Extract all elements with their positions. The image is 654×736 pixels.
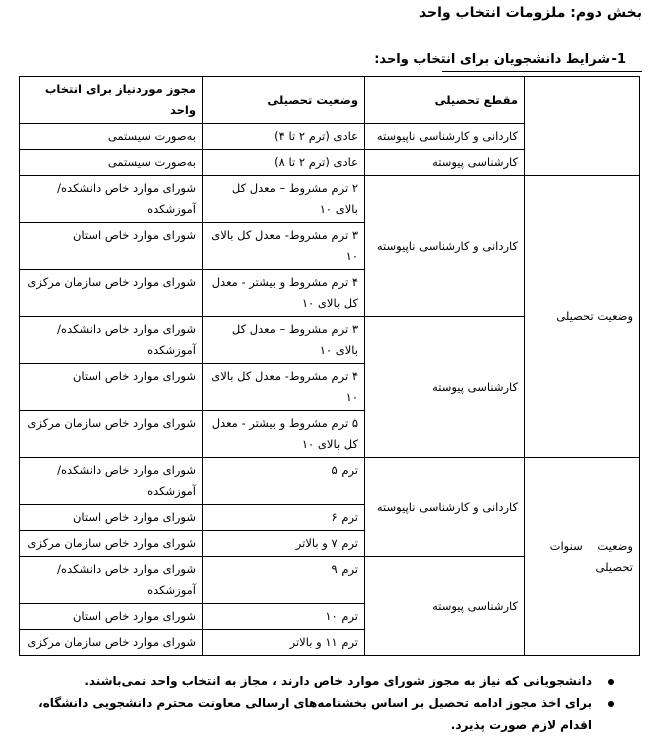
level-cell: کاردانی و کارشناسی ناپیوسته (365, 124, 525, 150)
permit-cell: شورای موارد خاص دانشکده/ آموزشکده (20, 317, 203, 364)
table-row (20, 458, 640, 505)
permit-cell: شورای موارد خاص سازمان مرکزی (20, 630, 203, 656)
section-title: شرایط دانشجویان برای انتخاب واحد: (374, 52, 610, 67)
header-level: مقطع تحصیلی (365, 77, 525, 124)
permit-cell: شورای موارد خاص سازمان مرکزی (20, 411, 203, 458)
status-cell: ۴ ترم مشروط و بیشتر - معدل کل بالای ۱۰ (203, 270, 365, 317)
status-cell: ترم ۹ (203, 557, 365, 604)
permit-cell: شورای موارد خاص دانشکده/ آموزشکده (20, 458, 203, 505)
group-label-academic-status: وضعیت تحصیلی (525, 176, 640, 458)
permit-cell: شورای موارد خاص سازمان مرکزی (20, 270, 203, 317)
status-cell: عادی (ترم ۲ تا ۸) (203, 150, 365, 176)
permit-cell: شورای موارد خاص دانشکده/ آموزشکده (20, 557, 203, 604)
permit-cell: شورای موارد خاص دانشکده/ آموزشکده (20, 176, 203, 223)
level-cell: کارشناسی پیوسته (365, 150, 525, 176)
bullet-icon (608, 679, 614, 685)
notes-list (38, 670, 618, 736)
enrollment-conditions-table (19, 76, 640, 656)
section-number: 1- (611, 52, 626, 67)
header-permit: مجوز موردنیاز برای انتخاب واحد (20, 77, 203, 124)
header-status: وضعیت تحصیلی (203, 77, 365, 124)
note-item (38, 670, 618, 692)
permit-cell: شورای موارد خاص استان (20, 505, 203, 531)
page-heading: بخش دوم: ملزومات انتخاب واحد (418, 5, 642, 21)
level-cell: کارشناسی پیوسته (365, 317, 525, 458)
status-cell: ۴ ترم مشروط- معدل کل بالای ۱۰ (203, 364, 365, 411)
status-cell: ترم ۷ و بالاتر (203, 531, 365, 557)
status-cell: ترم ۶ (203, 505, 365, 531)
table-row (20, 176, 640, 223)
note-text: برای اخذ مجوز ادامه تحصیل بر اساس بخشنامه‌های ارسالی معاونت محترم دانشجویی دانشگاه، اقدام لازم صورت پذیرد. (38, 696, 592, 732)
table-header-row (20, 77, 640, 124)
group-label-part: وضعیت (597, 538, 633, 553)
status-cell: ۳ ترم مشروط – معدل کل بالای ۱۰ (203, 317, 365, 364)
permit-cell: شورای موارد خاص سازمان مرکزی (20, 531, 203, 557)
permit-cell: به‌صورت سیستمی (20, 150, 203, 176)
level-cell: کاردانی و کارشناسی ناپیوسته (365, 458, 525, 557)
note-item (38, 692, 618, 736)
level-cell: کاردانی و کارشناسی ناپیوسته (365, 176, 525, 317)
permit-cell: به‌صورت سیستمی (20, 124, 203, 150)
status-cell: ۵ ترم مشروط و بیشتر - معدل کل بالای ۱۰ (203, 411, 365, 458)
header-blank-cell (525, 77, 640, 176)
group-label-part: تحصیلی (595, 559, 633, 574)
status-cell: ۲ ترم مشروط – معدل کل بالای ۱۰ (203, 176, 365, 223)
status-cell: ترم ۱۱ و بالاتر (203, 630, 365, 656)
section-underline (442, 71, 642, 72)
status-cell: ترم ۵ (203, 458, 365, 505)
status-cell: ترم ۱۰ (203, 604, 365, 630)
group-label-study-years (525, 458, 640, 656)
permit-cell: شورای موارد خاص استان (20, 364, 203, 411)
level-cell: کارشناسی پیوسته (365, 557, 525, 656)
permit-cell: شورای موارد خاص استان (20, 604, 203, 630)
bullet-icon (608, 701, 614, 707)
note-text: دانشجویانی که نیاز به مجوز شورای موارد خاص دارند ، مجاز به انتخاب واحد نمی‌باشند. (84, 674, 592, 688)
status-cell: عادی (ترم ۲ تا ۴) (203, 124, 365, 150)
group-label-part: سنوات (549, 538, 583, 553)
status-cell: ۳ ترم مشروط- معدل کل بالای ۱۰ (203, 223, 365, 270)
permit-cell: شورای موارد خاص استان (20, 223, 203, 270)
